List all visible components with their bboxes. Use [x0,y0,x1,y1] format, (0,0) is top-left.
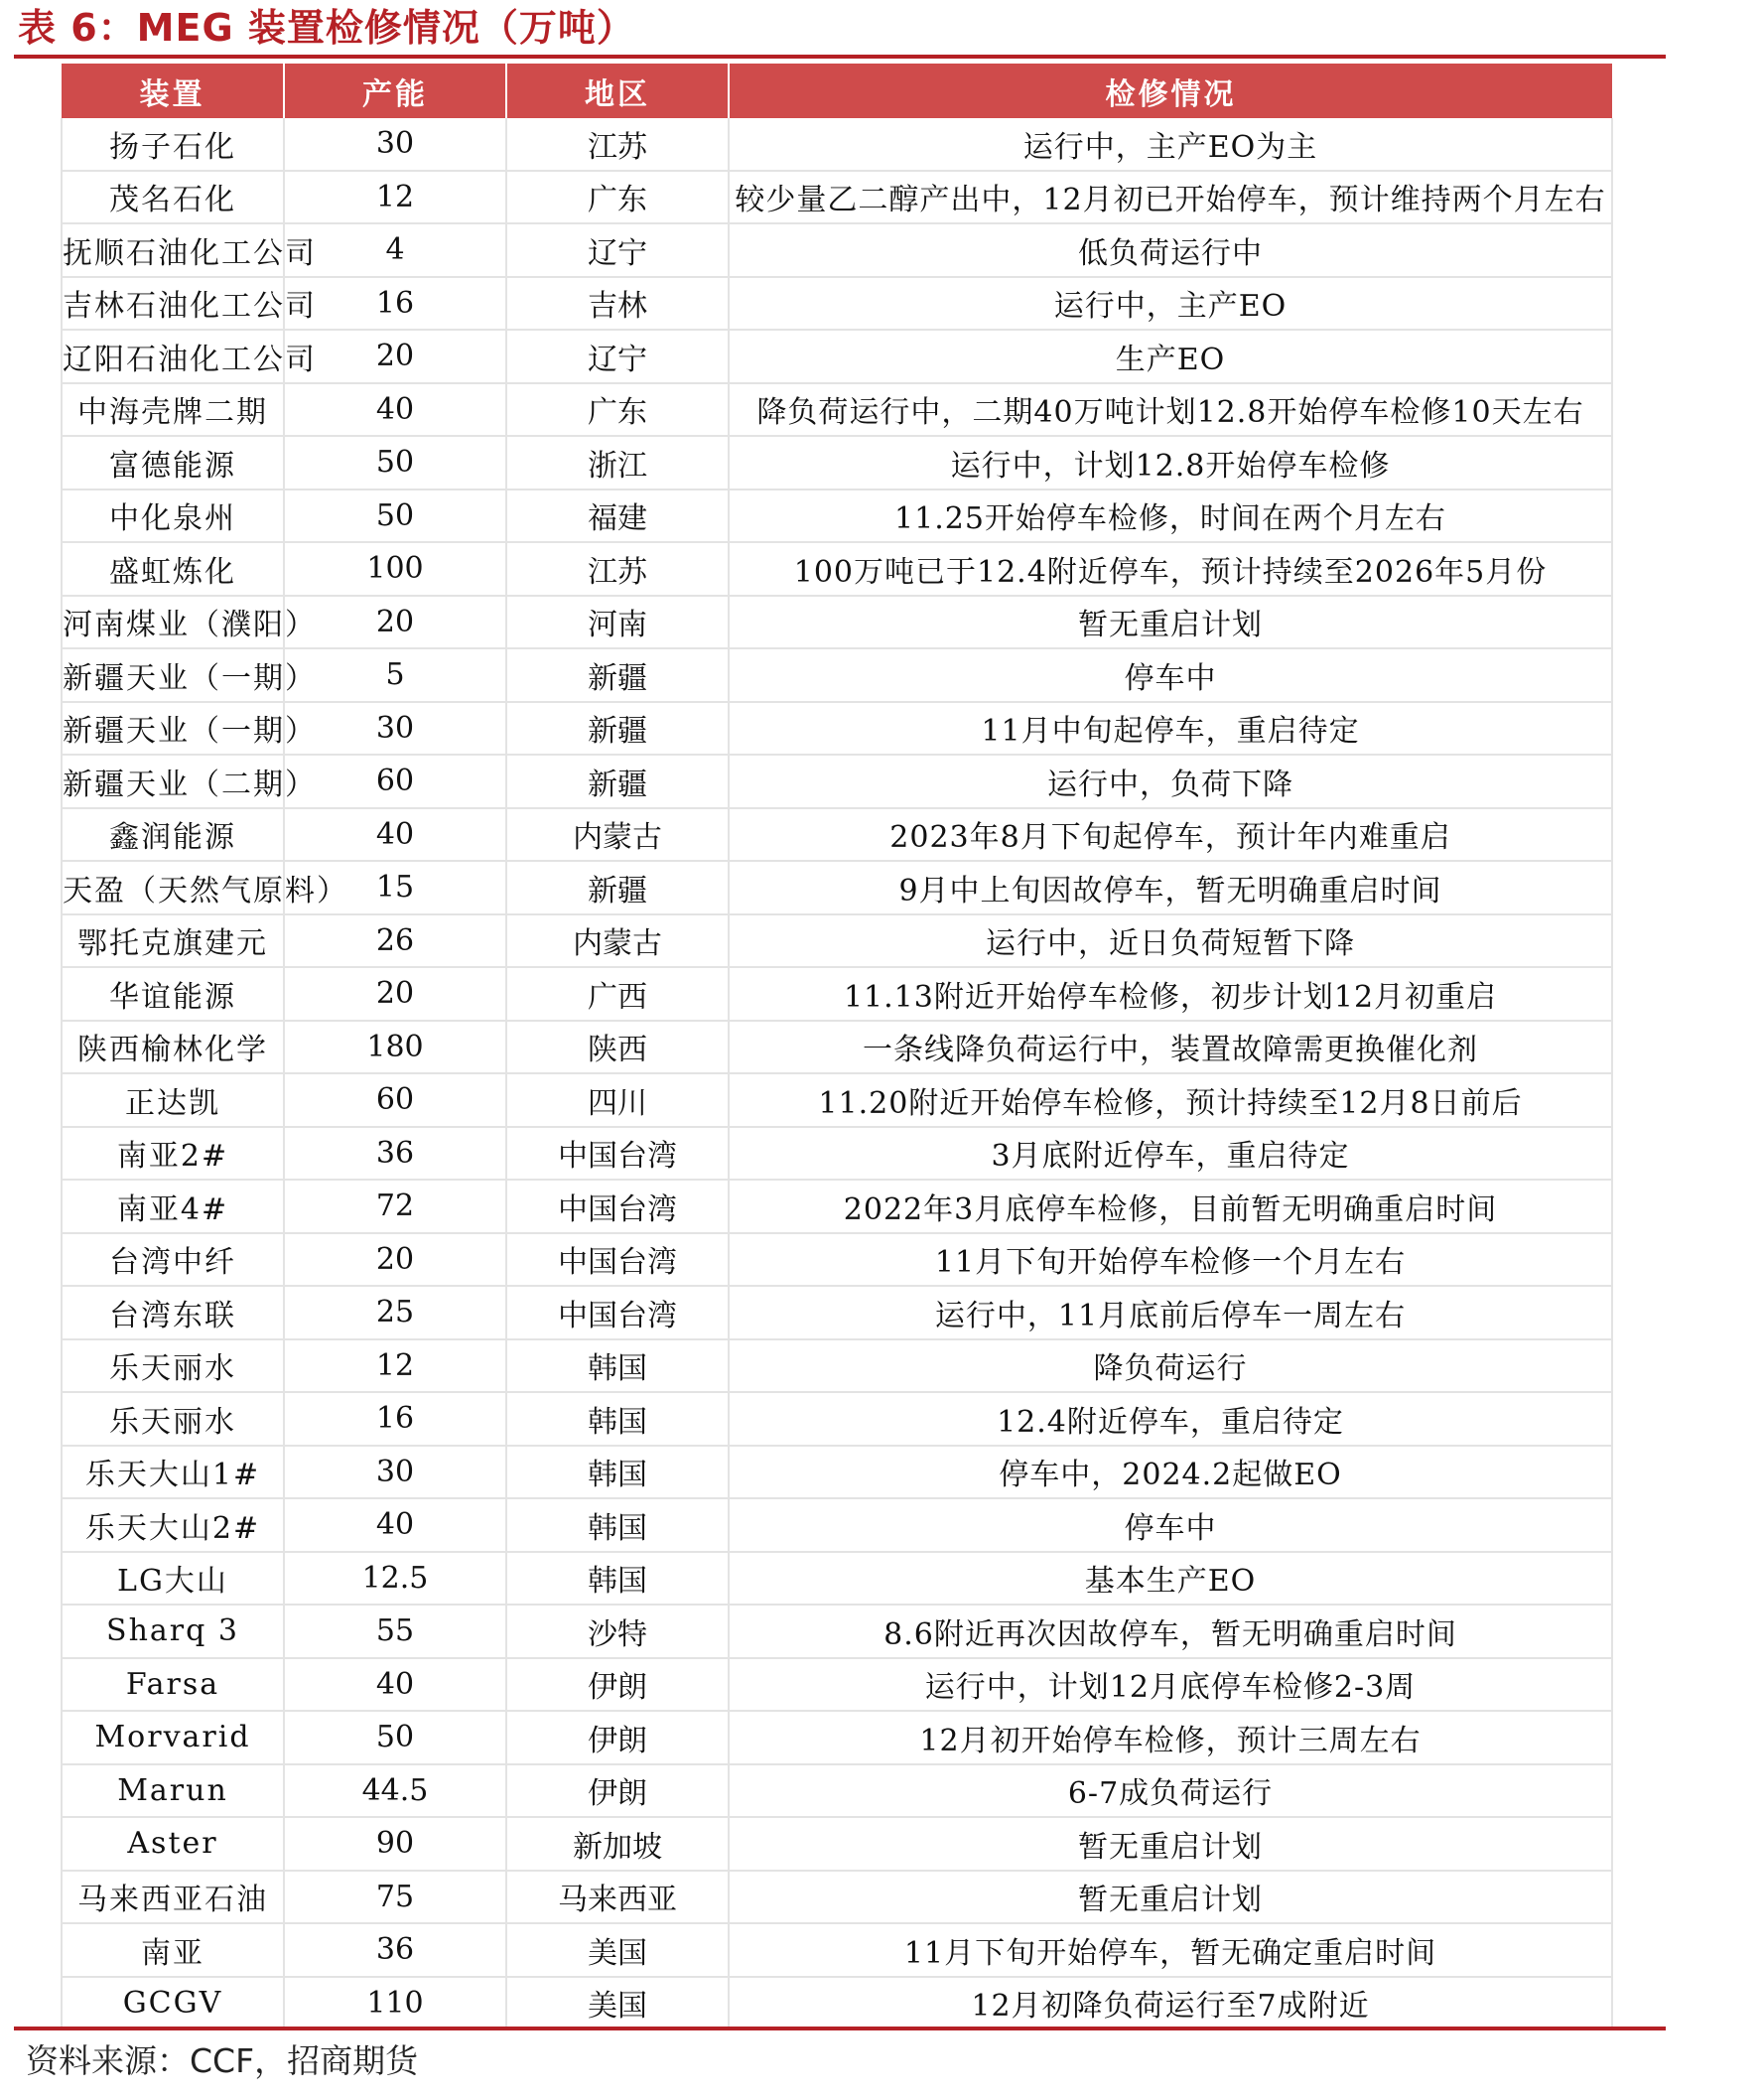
cell-maintenance: 2023年8月下旬起停车，预计年内难重启 [729,808,1612,862]
cell-region: 内蒙古 [506,808,729,862]
cell-maintenance: 11月下旬开始停车检修一个月左右 [729,1233,1612,1287]
cell-maintenance: 运行中，11月底前后停车一周左右 [729,1286,1612,1339]
cell-maintenance: 运行中，负荷下降 [729,755,1612,808]
cell-capacity: 12.5 [284,1552,506,1606]
cell-unit: 马来西亚石油 [62,1871,284,1924]
table-header-row [62,64,1612,118]
cell-capacity: 15 [284,861,506,914]
table-row [62,1498,1612,1552]
cell-capacity: 36 [284,1923,506,1977]
cell-maintenance: 暂无重启计划 [729,1871,1612,1924]
cell-unit: 抚顺石油化工公司 [62,223,284,277]
cell-capacity: 30 [284,702,506,756]
cell-region: 韩国 [506,1339,729,1393]
cell-region: 辽宁 [506,223,729,277]
cell-region: 内蒙古 [506,914,729,968]
cell-unit: 天盈（天然气原料） [62,861,284,914]
cell-capacity: 55 [284,1605,506,1658]
cell-unit: Marun [62,1764,284,1818]
cell-capacity: 16 [284,1392,506,1446]
cell-capacity: 75 [284,1871,506,1924]
table-row [62,1817,1612,1871]
cell-maintenance: 运行中，计划12月底停车检修2-3周 [729,1658,1612,1712]
table-row [62,702,1612,756]
cell-capacity: 36 [284,1127,506,1181]
cell-maintenance: 11.13附近开始停车检修，初步计划12月初重启 [729,967,1612,1021]
cell-unit: 正达凯 [62,1073,284,1127]
cell-unit: 陕西榆林化学 [62,1021,284,1074]
cell-capacity: 16 [284,277,506,331]
table-row [62,490,1612,543]
cell-unit: Sharq 3 [62,1605,284,1658]
cell-maintenance: 100万吨已于12.4附近停车，预计持续至2026年5月份 [729,542,1612,596]
source-note: 资料来源：CCF，招商期货 [26,2041,419,2080]
cell-maintenance: 降负荷运行中，二期40万吨计划12.8开始停车检修10天左右 [729,383,1612,437]
cell-maintenance: 运行中，主产EO [729,277,1612,331]
table-row [62,223,1612,277]
cell-unit: 盛虹炼化 [62,542,284,596]
table-row [62,755,1612,808]
table-row [62,1392,1612,1446]
table-row [62,967,1612,1021]
cell-region: 广东 [506,383,729,437]
table-row [62,596,1612,649]
cell-region: 新疆 [506,755,729,808]
cell-unit: 台湾中纤 [62,1233,284,1287]
cell-capacity: 12 [284,171,506,224]
table-row [62,1127,1612,1181]
table-row [62,808,1612,862]
cell-unit: 华谊能源 [62,967,284,1021]
cell-unit: LG大山 [62,1552,284,1606]
cell-unit: 吉林石油化工公司 [62,277,284,331]
cell-region: 韩国 [506,1552,729,1606]
cell-maintenance: 暂无重启计划 [729,596,1612,649]
cell-unit: 新疆天业（一期） [62,702,284,756]
cell-unit: 乐天丽水 [62,1392,284,1446]
cell-maintenance: 6-7成负荷运行 [729,1764,1612,1818]
cell-capacity: 20 [284,596,506,649]
table-row [62,1286,1612,1339]
cell-region: 韩国 [506,1446,729,1499]
bottom-divider [14,2027,1666,2030]
cell-unit: 南亚4# [62,1180,284,1233]
table-row [62,542,1612,596]
cell-region: 沙特 [506,1605,729,1658]
cell-region: 江苏 [506,118,729,171]
cell-region: 美国 [506,1923,729,1977]
cell-capacity: 20 [284,1233,506,1287]
cell-unit: 乐天大山1# [62,1446,284,1499]
cell-capacity: 50 [284,1711,506,1764]
cell-region: 江苏 [506,542,729,596]
cell-unit: 鄂托克旗建元 [62,914,284,968]
cell-unit: 乐天大山2# [62,1498,284,1552]
cell-maintenance: 9月中上旬因故停车，暂无明确重启时间 [729,861,1612,914]
cell-capacity: 60 [284,1073,506,1127]
cell-capacity: 72 [284,1180,506,1233]
table-row [62,1711,1612,1764]
cell-maintenance: 低负荷运行中 [729,223,1612,277]
cell-region: 广西 [506,967,729,1021]
cell-region: 马来西亚 [506,1871,729,1924]
cell-region: 韩国 [506,1392,729,1446]
table-row [62,436,1612,490]
cell-capacity: 100 [284,542,506,596]
cell-maintenance: 运行中，主产EO为主 [729,118,1612,171]
cell-maintenance: 停车中，2024.2起做EO [729,1446,1612,1499]
table-row [62,118,1612,171]
cell-capacity: 30 [284,1446,506,1499]
cell-region: 中国台湾 [506,1127,729,1181]
cell-maintenance: 11.20附近开始停车检修，预计持续至12月8日前后 [729,1073,1612,1127]
cell-maintenance: 2022年3月底停车检修，目前暂无明确重启时间 [729,1180,1612,1233]
cell-capacity: 50 [284,490,506,543]
cell-unit: 辽阳石油化工公司 [62,330,284,383]
table-row [62,861,1612,914]
cell-capacity: 26 [284,914,506,968]
cell-region: 辽宁 [506,330,729,383]
table-row [62,914,1612,968]
cell-maintenance: 运行中，近日负荷短暂下降 [729,914,1612,968]
cell-maintenance: 12月初降负荷运行至7成附近 [729,1977,1612,2030]
cell-region: 新加坡 [506,1817,729,1871]
cell-region: 四川 [506,1073,729,1127]
cell-unit: Morvarid [62,1711,284,1764]
cell-capacity: 5 [284,648,506,702]
cell-region: 广东 [506,171,729,224]
table-row [62,1552,1612,1606]
cell-unit: 新疆天业（一期） [62,648,284,702]
cell-region: 浙江 [506,436,729,490]
cell-capacity: 60 [284,755,506,808]
table-row [62,1233,1612,1287]
cell-capacity: 40 [284,808,506,862]
cell-unit: 富德能源 [62,436,284,490]
cell-region: 伊朗 [506,1711,729,1764]
cell-capacity: 90 [284,1817,506,1871]
cell-capacity: 50 [284,436,506,490]
table-row [62,383,1612,437]
cell-region: 河南 [506,596,729,649]
cell-unit: 南亚 [62,1923,284,1977]
cell-capacity: 40 [284,1498,506,1552]
cell-unit: 中化泉州 [62,490,284,543]
cell-maintenance: 降负荷运行 [729,1339,1612,1393]
cell-unit: 新疆天业（二期） [62,755,284,808]
cell-capacity: 20 [284,330,506,383]
header-maintenance: 检修情况 [729,64,1612,118]
table-row [62,1605,1612,1658]
cell-capacity: 180 [284,1021,506,1074]
cell-maintenance: 一条线降负荷运行中，装置故障需更换催化剂 [729,1021,1612,1074]
header-capacity: 产能 [284,64,506,118]
cell-capacity: 30 [284,118,506,171]
table-row [62,1339,1612,1393]
cell-capacity: 25 [284,1286,506,1339]
cell-maintenance: 12月初开始停车检修，预计三周左右 [729,1711,1612,1764]
meg-maintenance-table [61,64,1613,2030]
header-unit: 装置 [62,64,284,118]
cell-region: 陕西 [506,1021,729,1074]
cell-region: 新疆 [506,648,729,702]
cell-region: 伊朗 [506,1764,729,1818]
cell-capacity: 40 [284,383,506,437]
cell-maintenance: 12.4附近停车，重启待定 [729,1392,1612,1446]
table-row [62,330,1612,383]
cell-region: 中国台湾 [506,1233,729,1287]
cell-region: 韩国 [506,1498,729,1552]
table-row [62,1977,1612,2030]
cell-region: 新疆 [506,702,729,756]
table-title: 表 6：MEG 装置检修情况（万吨） [18,6,635,50]
table-row [62,1021,1612,1074]
cell-maintenance: 11月下旬开始停车，暂无确定重启时间 [729,1923,1612,1977]
table-row [62,171,1612,224]
cell-maintenance: 生产EO [729,330,1612,383]
cell-unit: 河南煤业（濮阳） [62,596,284,649]
cell-unit: 鑫润能源 [62,808,284,862]
cell-unit: GCGV [62,1977,284,2030]
cell-maintenance: 暂无重启计划 [729,1817,1612,1871]
cell-maintenance: 11.25开始停车检修，时间在两个月左右 [729,490,1612,543]
cell-capacity: 44.5 [284,1764,506,1818]
cell-region: 美国 [506,1977,729,2030]
table-row [62,277,1612,331]
cell-maintenance: 运行中，计划12.8开始停车检修 [729,436,1612,490]
cell-capacity: 40 [284,1658,506,1712]
cell-unit: 乐天丽水 [62,1339,284,1393]
cell-region: 福建 [506,490,729,543]
table-row [62,648,1612,702]
cell-region: 吉林 [506,277,729,331]
table-row [62,1073,1612,1127]
cell-unit: Aster [62,1817,284,1871]
cell-maintenance: 8.6附近再次因故停车，暂无明确重启时间 [729,1605,1612,1658]
cell-region: 伊朗 [506,1658,729,1712]
cell-capacity: 20 [284,967,506,1021]
cell-unit: 扬子石化 [62,118,284,171]
table-row [62,1923,1612,1977]
cell-unit: 中海壳牌二期 [62,383,284,437]
header-region: 地区 [506,64,729,118]
cell-unit: 南亚2# [62,1127,284,1181]
table-row [62,1446,1612,1499]
cell-unit: Farsa [62,1658,284,1712]
cell-capacity: 4 [284,223,506,277]
cell-region: 新疆 [506,861,729,914]
cell-maintenance: 较少量乙二醇产出中，12月初已开始停车，预计维持两个月左右 [729,171,1612,224]
cell-maintenance: 基本生产EO [729,1552,1612,1606]
cell-capacity: 12 [284,1339,506,1393]
cell-unit: 茂名石化 [62,171,284,224]
cell-maintenance: 停车中 [729,648,1612,702]
cell-maintenance: 3月底附近停车，重启待定 [729,1127,1612,1181]
table-row [62,1658,1612,1712]
top-divider [14,55,1666,59]
cell-region: 中国台湾 [506,1180,729,1233]
table-row [62,1180,1612,1233]
table-row [62,1764,1612,1818]
cell-capacity: 110 [284,1977,506,2030]
cell-maintenance: 停车中 [729,1498,1612,1552]
cell-region: 中国台湾 [506,1286,729,1339]
cell-maintenance: 11月中旬起停车，重启待定 [729,702,1612,756]
cell-unit: 台湾东联 [62,1286,284,1339]
table-row [62,1871,1612,1924]
